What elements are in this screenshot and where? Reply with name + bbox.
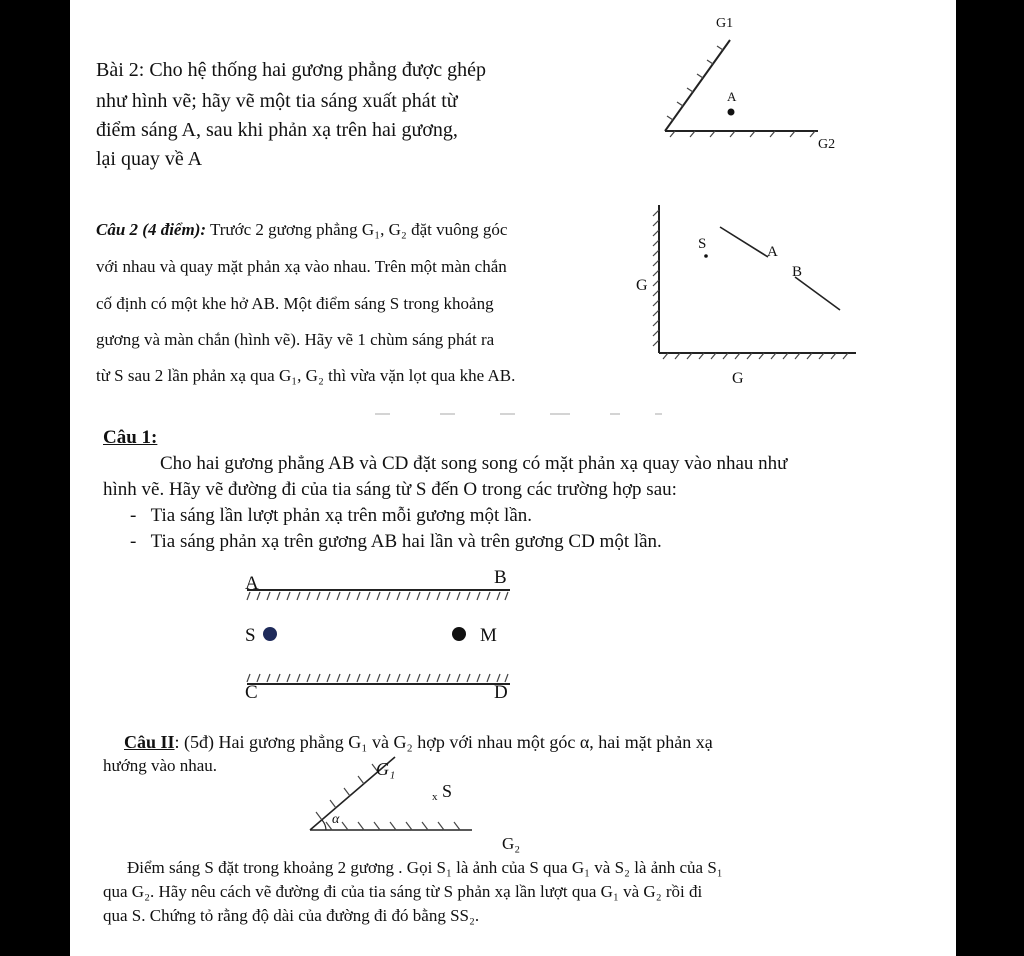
screen-segment-2 bbox=[795, 277, 840, 310]
point-s bbox=[704, 254, 708, 258]
point-m bbox=[452, 627, 466, 641]
label-g1: G1 bbox=[716, 16, 734, 31]
bai2-line-2: như hình vẽ; hãy vẽ một tia sáng xuất phát từ bbox=[96, 90, 458, 112]
cau2-line-1 bbox=[96, 212, 507, 248]
bullet-dash: - bbox=[130, 505, 151, 526]
label-alpha: α bbox=[332, 812, 340, 827]
cau2-line-3: cố định có một khe hở AB. Một điểm sáng S trong khoảng bbox=[96, 294, 494, 313]
cau1-title: Câu 1: bbox=[103, 427, 158, 448]
cau2-title: Câu 2 (4 điểm): bbox=[96, 220, 207, 239]
bai2-line-3: điểm sáng A, sau khi phản xạ trên hai gương, bbox=[96, 119, 458, 141]
cau2-line-4: gương và màn chắn (hình vẽ). Hãy vẽ 1 chùm sáng phát ra bbox=[96, 330, 495, 349]
cau2-line-2: với nhau và quay mặt phản xạ vào nhau. Trên một màn chắn bbox=[96, 257, 507, 276]
label-g2: G2 bbox=[818, 137, 836, 152]
label-g1: G₁ bbox=[376, 759, 396, 779]
bai2-line-4: lại quay về A bbox=[96, 148, 203, 170]
mirror-cd-hatch bbox=[247, 674, 508, 682]
cauII-para-3: qua S. Chứng tỏ rằng độ dài của đường đi đó bằng SS₂. bbox=[103, 906, 480, 925]
cau1-intro-2: hình vẽ. Hãy vẽ đường đi của tia sáng từ S đến O trong các trường hợp sau: bbox=[103, 479, 677, 500]
label-g2: G₂ bbox=[502, 834, 521, 853]
point-a bbox=[728, 109, 735, 116]
mirror-ab-hatch bbox=[247, 592, 508, 600]
label-g-bottom: G bbox=[732, 370, 744, 387]
bai2-figure bbox=[665, 16, 835, 152]
label-a: A bbox=[245, 573, 259, 594]
cau2-figure bbox=[636, 205, 856, 387]
cau2-line-1-rest: Trước 2 gương phẳng G₁, G₂ đặt vuông góc bbox=[206, 220, 508, 239]
bai2-line-1: Bài 2: Cho hệ thống hai gương phẳng được ghép bbox=[96, 59, 486, 81]
angle-arc bbox=[322, 820, 326, 830]
cau1-bullet-2 bbox=[130, 529, 662, 555]
label-d: D bbox=[494, 682, 508, 703]
label-s: S bbox=[245, 625, 256, 646]
cauII-para-1: Điểm sáng S đặt trong khoảng 2 gương . Gọi S₁ là ảnh của S qua G₁ và S₂ là ảnh của S₁ bbox=[127, 858, 723, 877]
cauII-line-1 bbox=[124, 730, 713, 754]
label-x: x bbox=[432, 791, 438, 803]
document-page bbox=[70, 0, 956, 956]
point-s bbox=[263, 627, 277, 641]
cauII-line-2: hướng vào nhau. bbox=[103, 756, 218, 775]
label-m: M bbox=[480, 625, 497, 646]
screen-segment-1 bbox=[720, 227, 768, 257]
cau1-figure bbox=[245, 567, 510, 703]
bullet-dash: - bbox=[130, 531, 151, 552]
cau1-bullet-1-text: Tia sáng lần lượt phản xạ trên mỗi gương một lần. bbox=[150, 505, 532, 526]
mirror-g1-hatch bbox=[316, 764, 378, 820]
mirror-g1 bbox=[665, 40, 730, 131]
cauII-para-2: qua G₂. Hãy nêu cách vẽ đường đi của tia sáng từ S phản xạ lần lượt qua G₁ và G₂ rồi đi bbox=[103, 882, 703, 901]
cau1-bullet-1 bbox=[130, 503, 532, 529]
label-a: A bbox=[767, 244, 778, 260]
cauII-figure bbox=[310, 757, 520, 853]
mirror-g2-hatch bbox=[326, 822, 460, 830]
cauII-line-1-rest: : (5đ) Hai gương phẳng G₁ và G₂ hợp với nhau một góc α, hai mặt phản xạ bbox=[174, 732, 713, 752]
label-a: A bbox=[727, 89, 737, 104]
label-b: B bbox=[792, 264, 803, 280]
label-b: B bbox=[494, 567, 507, 588]
label-s: S bbox=[698, 236, 707, 252]
cau2-line-5: từ S sau 2 lần phản xạ qua G₁, G₂ thì vừa vặn lọt qua khe AB. bbox=[96, 366, 516, 385]
cauII-title: Câu II bbox=[124, 732, 175, 752]
label-g-left: G bbox=[636, 277, 648, 294]
cau1-intro-1: Cho hai gương phẳng AB và CD đặt song song có mặt phản xạ quay vào nhau như bbox=[160, 453, 788, 474]
label-c: C bbox=[245, 682, 258, 703]
label-s: S bbox=[442, 781, 453, 801]
mirror-g1-hatch bbox=[667, 46, 723, 120]
cau1-bullet-2-text: Tia sáng phản xạ trên gương AB hai lần và trên gương CD một lần. bbox=[150, 531, 662, 552]
